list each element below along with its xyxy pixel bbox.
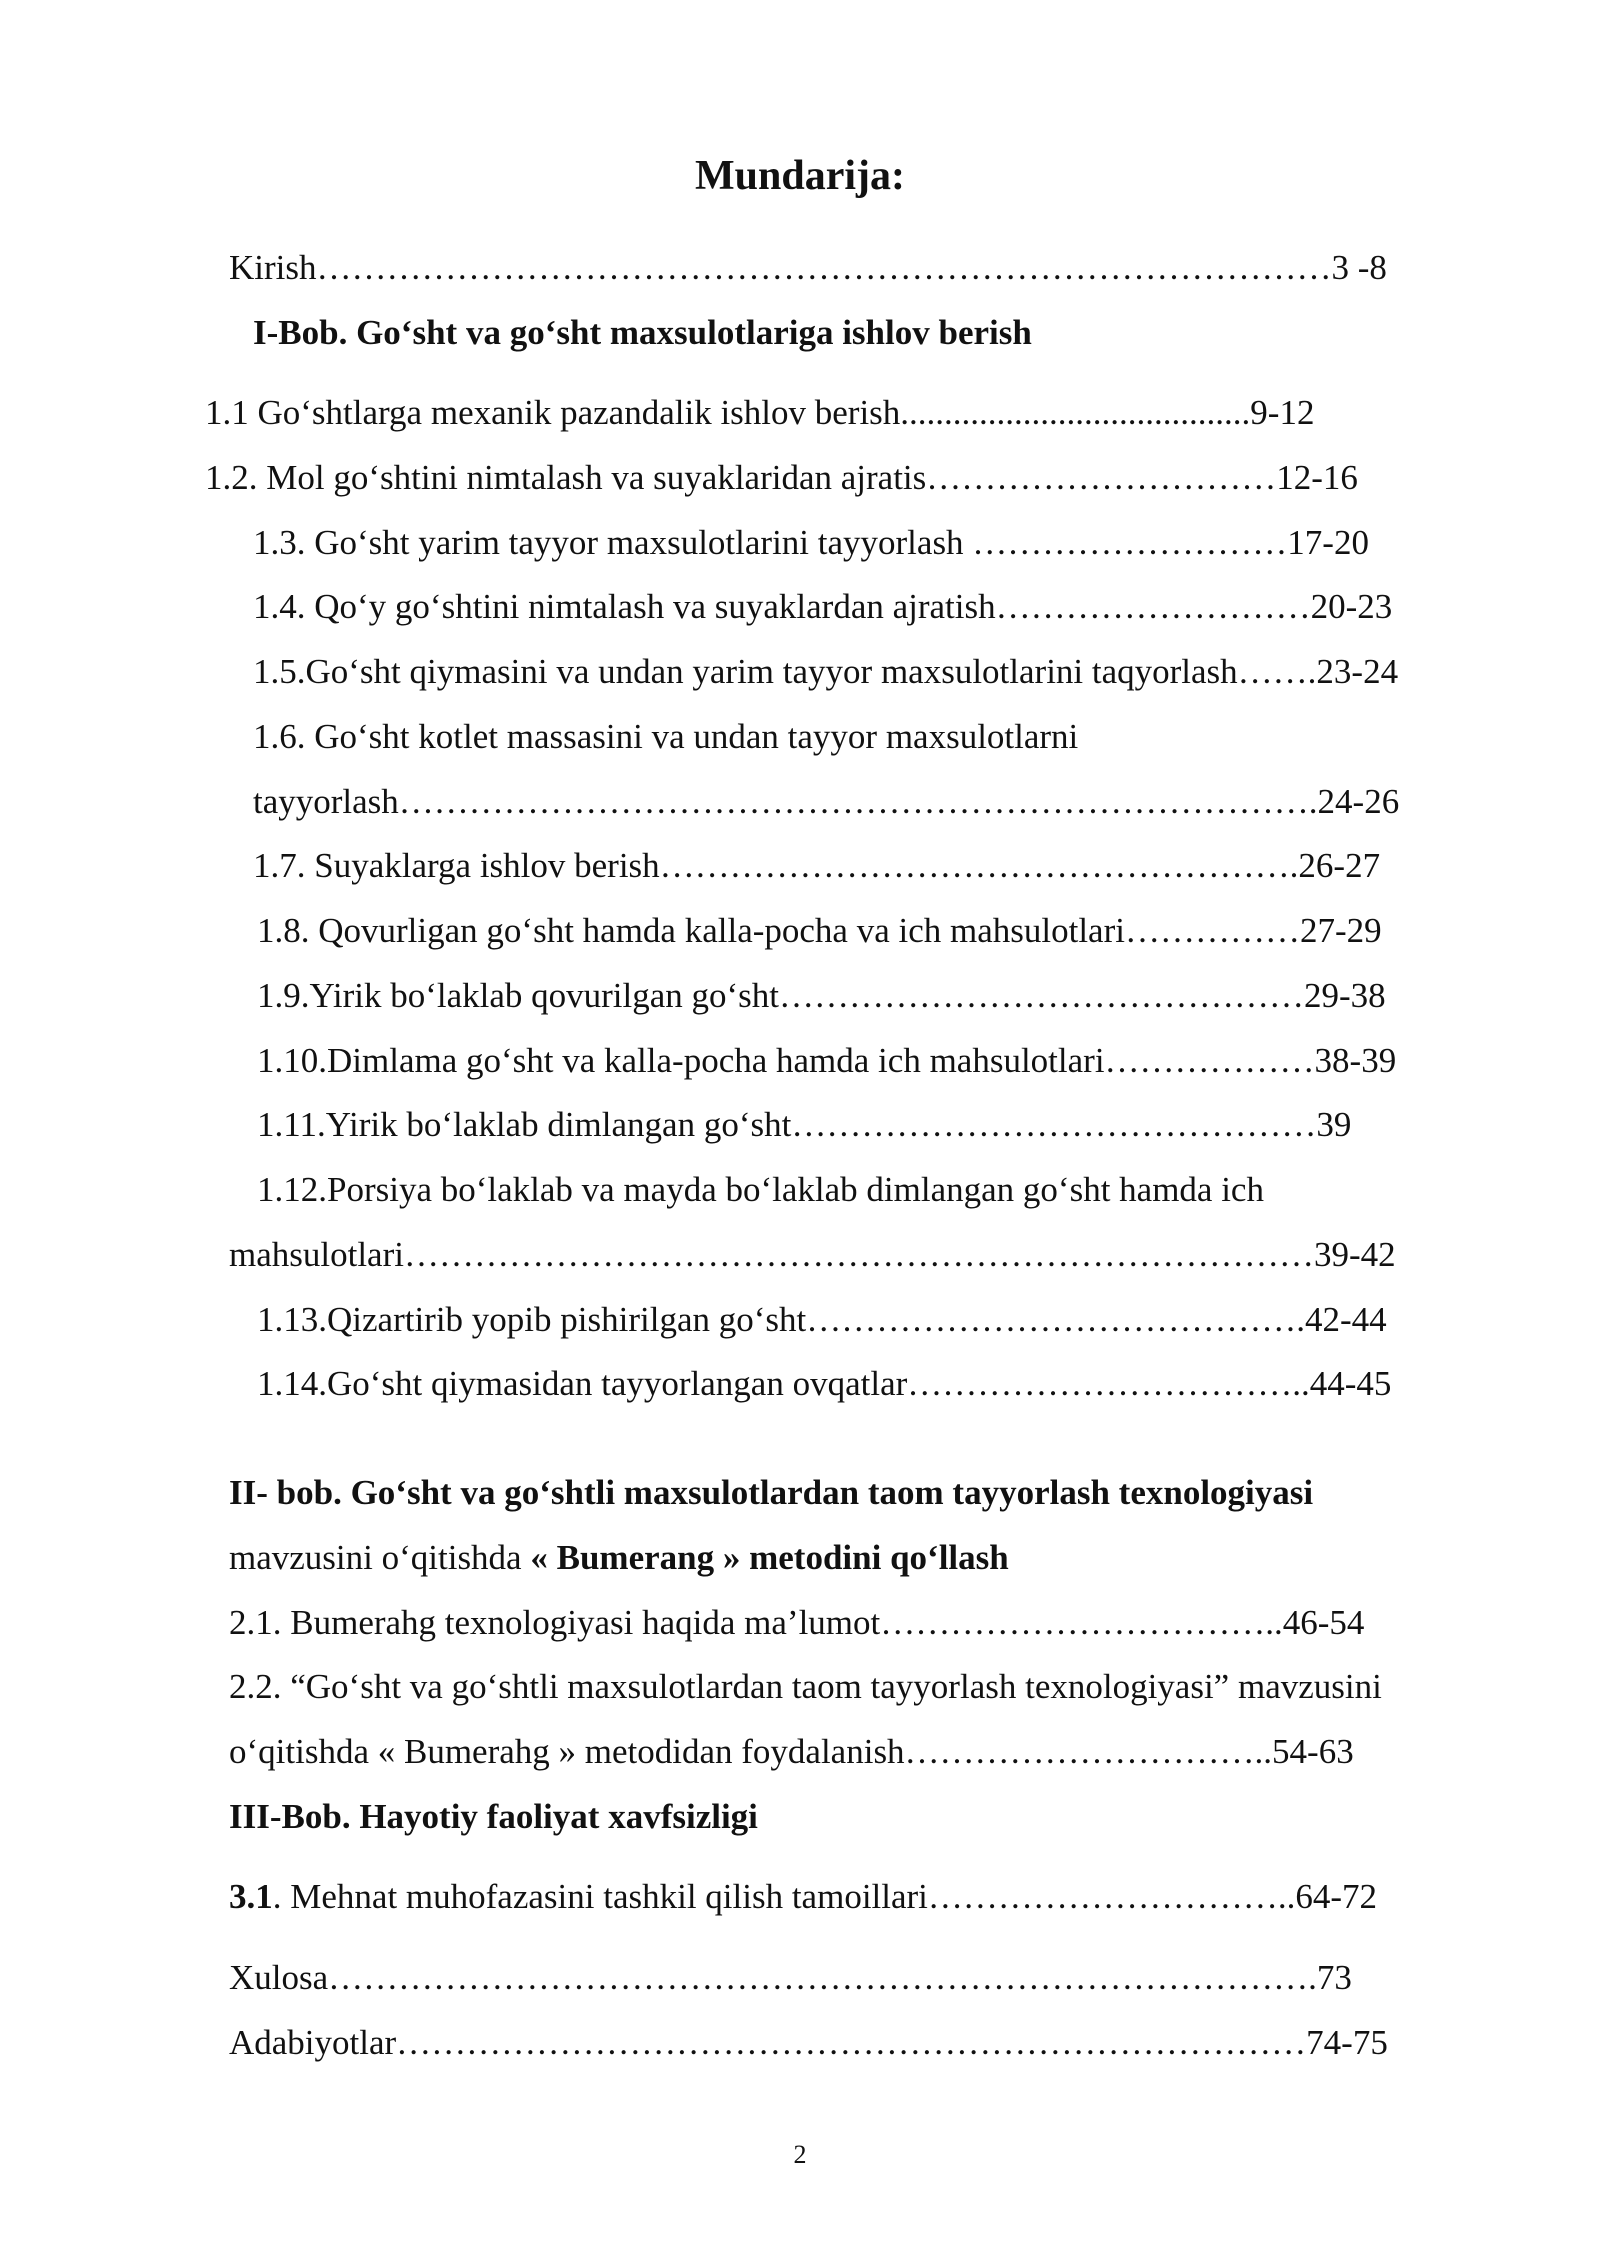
toc-entry-1-7: 1.7. Suyaklarga ishlov berish……………………………………………….26-27 xyxy=(253,846,1381,885)
toc-entry-1-13: 1.13.Qizartirib yopib pishirilgan go‘sht…………………………………….42-44 xyxy=(257,1300,1387,1339)
toc-entry-1-2: 1.2. Mol go‘shtini nimtalash va suyaklaridan ajratis…………………………12-16 xyxy=(205,458,1358,497)
toc-entry-3-1 xyxy=(229,1877,1377,1917)
toc-entry-1-3: 1.3. Go‘sht yarim tayyor maxsulotlarini tayyorlash ………………………17-20 xyxy=(253,523,1369,562)
toc-chapter-1-heading: I-Bob. Go‘sht va go‘sht maxsulotlariga ishlov berish xyxy=(253,313,1032,352)
toc-entry-1-12-line1: 1.12.Porsiya bo‘laklab va mayda bo‘laklab dimlangan go‘sht hamda ich xyxy=(257,1170,1264,1209)
toc-entry-2-2-line2: o‘qitishda « Bumerahg » metodidan foydalanish…………………………..54-63 xyxy=(229,1732,1354,1771)
page-number: 2 xyxy=(793,2140,807,2169)
document-title: Mundarija: xyxy=(695,153,905,199)
chapter-2-heading-bold: « Bumerang » metodini qo‘llash xyxy=(530,1538,1009,1577)
toc-entry-1-6-line2: tayyorlash…………………………………………………………………….24-26 xyxy=(253,782,1400,821)
toc-entry-1-12-line2: mahsulotlari……………………………………………………………………39-42 xyxy=(229,1235,1396,1274)
toc-chapter-2-heading-line2 xyxy=(229,1538,1009,1578)
toc-entry-adabiyotlar: Adabiyotlar……………………………………………………………………74-75 xyxy=(229,2023,1388,2062)
toc-entry-2-1: 2.1. Bumerahg texnologiyasi haqida ma’lumot……………………………..46-54 xyxy=(229,1603,1365,1642)
toc-entry-1-8: 1.8. Qovurligan go‘sht hamda kalla-pocha va ich mahsulotlari……………27-29 xyxy=(257,911,1382,950)
toc-entry-1-11: 1.11.Yirik bo‘laklab dimlangan go‘sht………………………………………39 xyxy=(257,1105,1352,1144)
toc-entry-1-5: 1.5.Go‘sht qiymasini va undan yarim tayyor maxsulotlarini taqyorlash…….23-24 xyxy=(253,652,1399,691)
toc-entry-1-4: 1.4. Qo‘y go‘shtini nimtalash va suyaklardan ajratish………………………20-23 xyxy=(253,587,1393,626)
toc-entry-1-9: 1.9.Yirik bo‘laklab qovurilgan go‘sht………………………………………29-38 xyxy=(257,976,1386,1015)
chapter-2-heading-plain: mavzusini o‘qitishda xyxy=(229,1538,531,1577)
toc-entry-1-1: 1.1 Go‘shtlarga mexanik pazandalik ishlov berish........................................9-12 xyxy=(205,393,1315,432)
toc-entry-1-10: 1.10.Dimlama go‘sht va kalla-pocha hamda ich mahsulotlari………………38-39 xyxy=(257,1041,1397,1080)
toc-entry-1-14: 1.14.Go‘sht qiymasidan tayyorlangan ovqatlar……………………………..44-45 xyxy=(257,1364,1392,1403)
toc-chapter-3-heading: III-Bob. Hayotiy faoliyat xavfsizligi xyxy=(229,1797,758,1836)
toc-entry-kirish: Kirish……………………………………………………………………………3 -8 xyxy=(229,248,1387,287)
toc-chapter-2-heading-line1: II- bob. Go‘sht va go‘shtli maxsulotlardan taom tayyorlash texnologiyasi xyxy=(229,1473,1314,1512)
entry-3-1-number: 3.1 xyxy=(229,1877,273,1916)
toc-entry-xulosa: Xulosa………………………………………………………………………….73 xyxy=(229,1958,1352,1997)
toc-entry-1-6-line1: 1.6. Go‘sht kotlet massasini va undan tayyor maxsulotlarni xyxy=(253,717,1079,756)
entry-3-1-text: . Mehnat muhofazasini tashkil qilish tamoillari…………………………..64-72 xyxy=(272,1877,1378,1916)
toc-entry-2-2-line1: 2.2. “Go‘sht va go‘shtli maxsulotlardan taom tayyorlash texnologiyasi” mavzusini xyxy=(229,1667,1382,1706)
